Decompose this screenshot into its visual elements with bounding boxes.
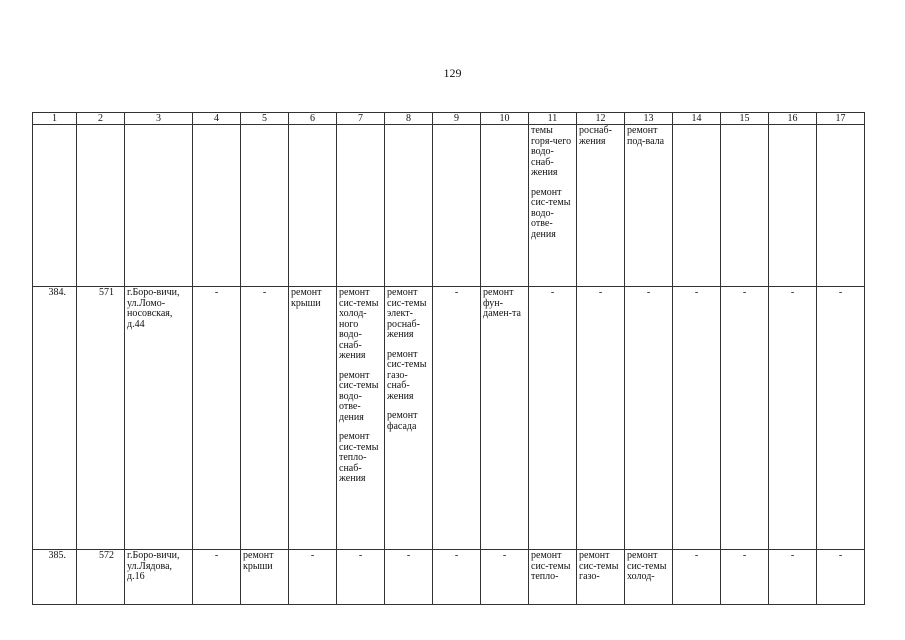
column-header: 8 xyxy=(385,113,433,125)
cell-entry: ремонт сис-темы газо-снаб-жения xyxy=(387,348,427,402)
cell-entry: ремонт сис-темы тепло-снаб-жения xyxy=(339,431,379,484)
table-cell: - xyxy=(529,287,577,550)
cell-entry: ремонт сис-темы газо- xyxy=(579,550,619,582)
table-cell: - xyxy=(769,287,817,550)
table-cell xyxy=(577,550,625,605)
column-header: 12 xyxy=(577,113,625,125)
table-cell xyxy=(241,125,289,287)
table-cell: - xyxy=(193,287,241,550)
table-cell: - xyxy=(433,287,481,550)
table-cell xyxy=(673,125,721,287)
table-cell xyxy=(481,125,529,287)
column-header: 7 xyxy=(337,113,385,125)
column-header: 15 xyxy=(721,113,769,125)
table-cell: - xyxy=(721,287,769,550)
table-cell xyxy=(529,125,577,287)
cell-entry: ремонт под-вала xyxy=(627,125,665,147)
table-cell xyxy=(385,287,433,550)
table-cell: 384. xyxy=(33,287,77,550)
cell-entry: ремонт сис-темы водо-отве-дения xyxy=(339,369,379,423)
cell-entry: ремонт сис-темы холод-ного водо-снаб-жения xyxy=(339,287,379,361)
table-row xyxy=(33,125,865,287)
table-cell: - xyxy=(481,550,529,605)
table-cell: - xyxy=(337,550,385,605)
column-header: 10 xyxy=(481,113,529,125)
cell-entry: ремонт фун-дамен-та xyxy=(483,287,521,319)
table-cell xyxy=(433,125,481,287)
table-cell xyxy=(337,125,385,287)
table-cell: 385. xyxy=(33,550,77,605)
cell-entry: ремонт сис-темы элект-роснаб-жения xyxy=(387,287,427,340)
table-cell: - xyxy=(625,287,673,550)
table-cell xyxy=(481,287,529,550)
table-cell: г.Боро-вичи, ул.Ломо-носовская, д.44 xyxy=(125,287,193,550)
column-header: 11 xyxy=(529,113,577,125)
header-row xyxy=(33,113,865,125)
column-header: 9 xyxy=(433,113,481,125)
table-cell xyxy=(337,287,385,550)
table-cell xyxy=(577,125,625,287)
table-cell xyxy=(769,125,817,287)
table-cell xyxy=(77,125,125,287)
table-cell xyxy=(625,125,673,287)
cell-entry: темы горя-чего водо-снаб-жения xyxy=(531,125,572,178)
table-cell: - xyxy=(769,550,817,605)
table-cell: - xyxy=(817,287,865,550)
column-header: 3 xyxy=(125,113,193,125)
table-row xyxy=(33,550,865,605)
table-cell xyxy=(241,550,289,605)
column-header: 17 xyxy=(817,113,865,125)
page-number: 129 xyxy=(443,66,462,80)
table-cell xyxy=(33,125,77,287)
cell-entry: ремонт сис-темы холод- xyxy=(627,550,667,582)
cell-entry: ремонт сис-темы водо-отве-дения xyxy=(531,186,571,240)
cell-entry: ремонт крыши xyxy=(291,287,322,309)
table-cell: - xyxy=(385,550,433,605)
column-header: 5 xyxy=(241,113,289,125)
table-cell xyxy=(289,287,337,550)
table-cell: - xyxy=(721,550,769,605)
repair-schedule-table xyxy=(32,112,865,605)
column-header: 16 xyxy=(769,113,817,125)
table-cell xyxy=(721,125,769,287)
table-cell: - xyxy=(433,550,481,605)
column-header: 2 xyxy=(77,113,125,125)
table-cell: - xyxy=(817,550,865,605)
table-cell: - xyxy=(673,550,721,605)
table-cell xyxy=(817,125,865,287)
table-cell: г.Боро-вичи, ул.Лядова, д.16 xyxy=(125,550,193,605)
table-cell xyxy=(125,125,193,287)
table-cell: - xyxy=(289,550,337,605)
table-cell: - xyxy=(577,287,625,550)
column-header: 14 xyxy=(673,113,721,125)
column-header: 1 xyxy=(33,113,77,125)
cell-entry: ремонт крыши xyxy=(243,550,274,572)
table-cell xyxy=(625,550,673,605)
table-cell xyxy=(529,550,577,605)
cell-entry: ремонт фасада xyxy=(387,410,418,432)
table-cell: - xyxy=(193,550,241,605)
cell-entry: роснаб-жения xyxy=(579,125,612,147)
cell-entry: ремонт сис-темы тепло- xyxy=(531,550,571,582)
table-cell: 572 xyxy=(77,550,125,605)
table-cell xyxy=(289,125,337,287)
table-cell xyxy=(193,125,241,287)
table-cell: 571 xyxy=(77,287,125,550)
column-header: 13 xyxy=(625,113,673,125)
table-row xyxy=(33,287,865,550)
table-cell: - xyxy=(673,287,721,550)
table-cell: - xyxy=(241,287,289,550)
table-cell xyxy=(385,125,433,287)
column-header: 4 xyxy=(193,113,241,125)
column-header: 6 xyxy=(289,113,337,125)
